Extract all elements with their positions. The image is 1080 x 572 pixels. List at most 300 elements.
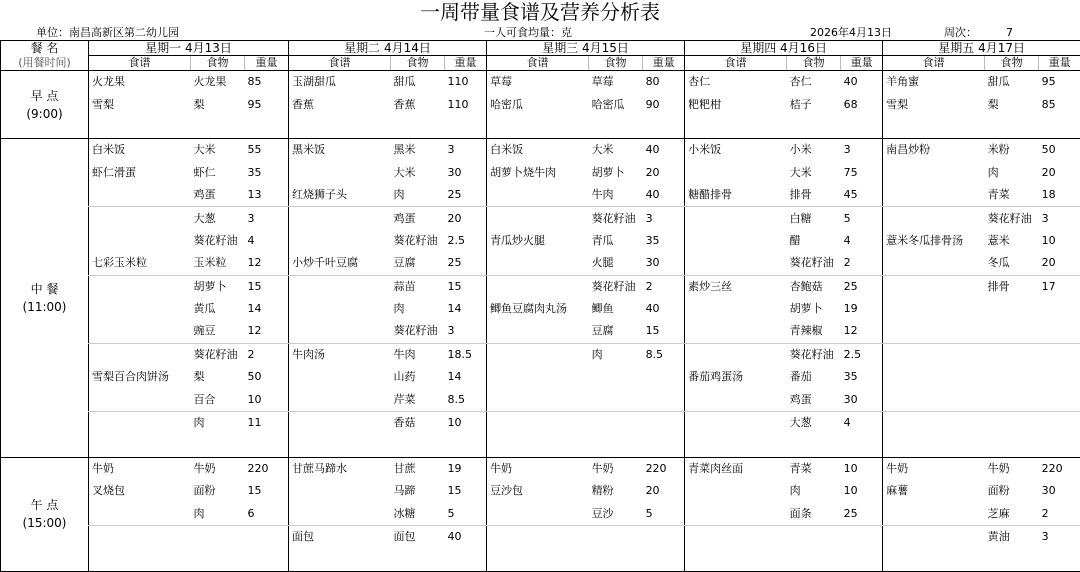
food-item: 葵花籽油	[589, 275, 643, 298]
food-item: 梨	[985, 93, 1039, 115]
food-weight: 110	[445, 93, 487, 115]
menu-dish	[685, 162, 787, 184]
table-row	[1, 162, 1080, 184]
food-weight: 45	[841, 184, 883, 207]
day-header: 星期三 4月15日	[487, 41, 685, 56]
food-item: 大葱	[191, 207, 245, 230]
food-item: 青瓜	[589, 230, 643, 252]
menu-dish	[289, 411, 391, 434]
food-weight: 220	[1039, 457, 1080, 480]
food-weight	[1039, 411, 1080, 434]
food-item: 肉	[191, 502, 245, 525]
food-item	[191, 525, 245, 548]
food-item: 肉	[787, 480, 841, 502]
column-header-menu: 食谱	[487, 56, 589, 71]
menu-dish	[289, 502, 391, 525]
food-item: 火腿	[589, 252, 643, 275]
meal-time: (11:00)	[1, 298, 88, 316]
menu-dish	[89, 184, 191, 207]
menu-dish	[89, 298, 191, 320]
menu-dish	[685, 480, 787, 502]
menu-dish	[289, 434, 391, 457]
page-title: 一周带量食谱及营养分析表	[0, 0, 1080, 24]
menu-dish	[89, 275, 191, 298]
food-weight: 40	[841, 71, 883, 94]
food-item	[391, 548, 445, 571]
menu-dish	[685, 411, 787, 434]
food-item	[589, 525, 643, 548]
menu-dish	[89, 230, 191, 252]
food-item	[787, 548, 841, 571]
food-item: 虾仁	[191, 162, 245, 184]
table-row	[1, 366, 1080, 388]
food-weight: 10	[1039, 230, 1080, 252]
table-row	[1, 116, 1080, 139]
food-weight: 6	[245, 502, 289, 525]
food-weight: 19	[841, 298, 883, 320]
food-item: 牛奶	[191, 457, 245, 480]
food-weight: 25	[841, 502, 883, 525]
food-item	[985, 320, 1039, 343]
menu-dish	[883, 116, 985, 139]
menu-dish: 南昌炒粉	[883, 139, 985, 162]
food-item: 葵花籽油	[191, 343, 245, 366]
menu-dish: 七彩玉米粒	[89, 252, 191, 275]
meal-cell	[1, 71, 89, 139]
column-header-menu: 食谱	[289, 56, 391, 71]
food-item: 青辣椒	[787, 320, 841, 343]
food-item: 米粉	[985, 139, 1039, 162]
food-weight	[643, 548, 685, 571]
food-item: 冰糖	[391, 502, 445, 525]
food-weight: 12	[841, 320, 883, 343]
menu-dish	[289, 116, 391, 139]
menu-dish: 哈密瓜	[487, 93, 589, 115]
menu-dish	[487, 275, 589, 298]
food-item	[589, 116, 643, 139]
food-item	[985, 343, 1039, 366]
menu-dish	[487, 411, 589, 434]
table-row	[1, 457, 1080, 480]
menu-dish	[487, 343, 589, 366]
food-weight: 3	[445, 139, 487, 162]
menu-dish	[89, 343, 191, 366]
food-weight	[1039, 434, 1080, 457]
food-weight: 35	[245, 162, 289, 184]
food-item: 小米	[787, 139, 841, 162]
menu-dish	[883, 184, 985, 207]
food-item: 牛肉	[589, 184, 643, 207]
food-weight: 95	[1039, 71, 1080, 94]
menu-dish: 麻薯	[883, 480, 985, 502]
table-row	[1, 184, 1080, 207]
food-weight	[643, 525, 685, 548]
food-item: 牛肉	[391, 343, 445, 366]
menu-dish	[289, 480, 391, 502]
food-item: 胡萝卜	[787, 298, 841, 320]
food-item: 豌豆	[191, 320, 245, 343]
food-weight: 35	[841, 366, 883, 388]
column-header-weight: 重量	[643, 56, 685, 71]
food-item: 肉	[985, 162, 1039, 184]
food-weight: 10	[445, 411, 487, 434]
food-item: 玉米粒	[191, 252, 245, 275]
table-row	[1, 388, 1080, 411]
menu-table	[0, 40, 1080, 572]
menu-dish	[685, 298, 787, 320]
menu-dish	[487, 388, 589, 411]
food-item	[191, 116, 245, 139]
food-weight: 17	[1039, 275, 1080, 298]
food-weight: 2	[643, 275, 685, 298]
food-weight: 14	[445, 366, 487, 388]
food-item: 黑米	[391, 139, 445, 162]
food-weight	[245, 434, 289, 457]
menu-dish: 豆沙包	[487, 480, 589, 502]
food-weight: 8.5	[643, 343, 685, 366]
column-header-menu: 食谱	[89, 56, 191, 71]
food-weight: 75	[841, 162, 883, 184]
food-weight: 15	[245, 480, 289, 502]
menu-dish	[89, 388, 191, 411]
food-item: 黄油	[985, 525, 1039, 548]
food-weight: 50	[1039, 139, 1080, 162]
food-weight: 110	[445, 71, 487, 94]
food-weight: 5	[445, 502, 487, 525]
food-item: 牛奶	[985, 457, 1039, 480]
menu-dish: 青菜肉丝面	[685, 457, 787, 480]
table-row	[1, 93, 1080, 115]
menu-dish	[883, 298, 985, 320]
menu-dish	[883, 275, 985, 298]
menu-dish: 薏米冬瓜排骨汤	[883, 230, 985, 252]
menu-dish	[89, 434, 191, 457]
menu-dish	[487, 366, 589, 388]
menu-dish: 胡萝卜烧牛肉	[487, 162, 589, 184]
table-row	[1, 343, 1080, 366]
food-item	[589, 366, 643, 388]
food-weight	[643, 434, 685, 457]
unit-label: 单位：南昌高新区第二幼儿园	[36, 26, 179, 40]
food-weight	[245, 548, 289, 571]
food-item: 排骨	[787, 184, 841, 207]
menu-dish: 素炒三丝	[685, 275, 787, 298]
food-item	[191, 434, 245, 457]
menu-dish: 小米饭	[685, 139, 787, 162]
food-item: 蒜苗	[391, 275, 445, 298]
menu-dish: 草莓	[487, 71, 589, 94]
meal-cell	[1, 139, 89, 457]
food-weight: 55	[245, 139, 289, 162]
menu-dish	[685, 434, 787, 457]
food-item: 胡萝卜	[589, 162, 643, 184]
food-item: 精粉	[589, 480, 643, 502]
menu-dish	[883, 207, 985, 230]
food-item: 肉	[391, 298, 445, 320]
meal-header: 餐 名	[1, 41, 89, 56]
food-weight	[445, 548, 487, 571]
column-header-food: 食物	[787, 56, 841, 71]
column-header-weight: 重量	[1039, 56, 1080, 71]
menu-dish	[883, 525, 985, 548]
food-item	[985, 388, 1039, 411]
menu-dish	[487, 252, 589, 275]
food-weight: 11	[245, 411, 289, 434]
food-weight: 3	[245, 207, 289, 230]
food-weight	[445, 434, 487, 457]
menu-dish: 红烧狮子头	[289, 184, 391, 207]
table-row	[1, 502, 1080, 525]
food-weight: 5	[643, 502, 685, 525]
food-item: 香菇	[391, 411, 445, 434]
menu-dish: 玉湖甜瓜	[289, 71, 391, 94]
food-item: 杏鲍菇	[787, 275, 841, 298]
menu-dish: 雪梨	[89, 93, 191, 115]
menu-dish	[685, 343, 787, 366]
food-weight	[643, 116, 685, 139]
menu-dish	[883, 502, 985, 525]
day-header: 星期五 4月17日	[883, 41, 1080, 56]
day-header: 星期二 4月14日	[289, 41, 487, 56]
food-item: 鸡蛋	[787, 388, 841, 411]
food-item	[985, 434, 1039, 457]
menu-dish	[289, 320, 391, 343]
menu-dish	[883, 320, 985, 343]
menu-dish	[883, 388, 985, 411]
menu-dish	[289, 275, 391, 298]
food-weight: 25	[445, 252, 487, 275]
food-weight: 220	[245, 457, 289, 480]
food-item: 豆腐	[391, 252, 445, 275]
food-item: 马蹄	[391, 480, 445, 502]
food-weight: 4	[245, 230, 289, 252]
menu-dish: 小炒千叶豆腐	[289, 252, 391, 275]
menu-dish: 杏仁	[685, 71, 787, 94]
food-weight: 30	[841, 388, 883, 411]
food-item: 肉	[391, 184, 445, 207]
food-item	[787, 434, 841, 457]
food-weight: 3	[445, 320, 487, 343]
table-row	[1, 434, 1080, 457]
food-weight: 18.5	[445, 343, 487, 366]
column-header-weight: 重量	[445, 56, 487, 71]
menu-dish	[685, 525, 787, 548]
menu-dish	[289, 230, 391, 252]
food-weight: 2.5	[445, 230, 487, 252]
column-header-food: 食物	[589, 56, 643, 71]
food-item: 大米	[787, 162, 841, 184]
food-item	[985, 366, 1039, 388]
food-weight: 2	[245, 343, 289, 366]
food-item	[985, 116, 1039, 139]
food-item: 面包	[391, 525, 445, 548]
food-weight: 14	[445, 298, 487, 320]
food-weight: 20	[643, 480, 685, 502]
menu-dish	[685, 230, 787, 252]
menu-dish: 虾仁滑蛋	[89, 162, 191, 184]
menu-dish	[89, 320, 191, 343]
food-item: 大葱	[787, 411, 841, 434]
menu-dish	[883, 548, 985, 571]
menu-dish: 面包	[289, 525, 391, 548]
food-weight: 68	[841, 93, 883, 115]
food-weight: 80	[643, 71, 685, 94]
menu-dish: 黑米饭	[289, 139, 391, 162]
food-weight: 15	[245, 275, 289, 298]
food-item: 甜瓜	[391, 71, 445, 94]
menu-dish	[487, 207, 589, 230]
food-item: 香蕉	[391, 93, 445, 115]
food-item: 杏仁	[787, 71, 841, 94]
table-row	[1, 275, 1080, 298]
food-item: 葵花籽油	[191, 230, 245, 252]
food-item: 葵花籽油	[391, 320, 445, 343]
menu-dish: 叉烧包	[89, 480, 191, 502]
menu-dish	[685, 207, 787, 230]
portion-note: 一人可食均量：克	[484, 26, 572, 40]
food-weight	[841, 548, 883, 571]
food-item: 薏米	[985, 230, 1039, 252]
menu-dish	[487, 320, 589, 343]
table-row	[1, 207, 1080, 230]
food-weight: 10	[841, 457, 883, 480]
food-weight: 95	[245, 93, 289, 115]
food-weight: 3	[1039, 207, 1080, 230]
food-item: 胡萝卜	[191, 275, 245, 298]
day-header: 星期一 4月13日	[89, 41, 289, 56]
food-weight: 4	[841, 411, 883, 434]
food-item: 百合	[191, 388, 245, 411]
date-label: 2026年4月13日	[810, 26, 892, 40]
food-weight: 14	[245, 298, 289, 320]
food-weight	[841, 116, 883, 139]
food-weight: 85	[1039, 93, 1080, 115]
food-weight: 15	[445, 480, 487, 502]
menu-dish: 香蕉	[289, 93, 391, 115]
menu-dish	[89, 411, 191, 434]
menu-dish	[685, 548, 787, 571]
food-weight: 20	[643, 162, 685, 184]
food-item: 鸡蛋	[391, 207, 445, 230]
food-item: 白糖	[787, 207, 841, 230]
food-item: 醋	[787, 230, 841, 252]
food-weight: 30	[1039, 480, 1080, 502]
food-item	[589, 434, 643, 457]
food-weight: 85	[245, 71, 289, 94]
food-weight	[841, 525, 883, 548]
menu-dish	[487, 184, 589, 207]
food-item: 黄瓜	[191, 298, 245, 320]
food-weight	[1039, 320, 1080, 343]
food-item	[787, 116, 841, 139]
food-weight: 20	[1039, 162, 1080, 184]
menu-dish	[883, 411, 985, 434]
menu-dish: 雪梨百合肉饼汤	[89, 366, 191, 388]
menu-dish: 牛奶	[883, 457, 985, 480]
food-item: 豆沙	[589, 502, 643, 525]
column-header-food: 食物	[391, 56, 445, 71]
food-item: 面条	[787, 502, 841, 525]
food-weight: 40	[643, 298, 685, 320]
menu-dish: 羊角蜜	[883, 71, 985, 94]
food-item: 青菜	[787, 457, 841, 480]
menu-dish	[89, 548, 191, 571]
food-weight: 90	[643, 93, 685, 115]
food-item: 牛奶	[589, 457, 643, 480]
column-header-menu: 食谱	[685, 56, 787, 71]
food-weight	[1039, 366, 1080, 388]
food-weight: 5	[841, 207, 883, 230]
menu-dish: 雪梨	[883, 93, 985, 115]
food-weight: 30	[643, 252, 685, 275]
food-weight: 8.5	[445, 388, 487, 411]
meal-cell	[1, 457, 89, 571]
menu-dish	[89, 525, 191, 548]
menu-dish	[685, 252, 787, 275]
week-number: 7	[1006, 26, 1013, 40]
food-weight: 40	[643, 139, 685, 162]
food-weight: 20	[445, 207, 487, 230]
food-weight: 220	[643, 457, 685, 480]
food-item: 鲫鱼	[589, 298, 643, 320]
food-item: 面粉	[191, 480, 245, 502]
food-item: 梨	[191, 366, 245, 388]
menu-dish	[487, 116, 589, 139]
menu-dish	[883, 434, 985, 457]
menu-dish: 火龙果	[89, 71, 191, 94]
food-weight: 12	[245, 252, 289, 275]
week-label: 周次：	[944, 26, 977, 40]
food-weight: 15	[643, 320, 685, 343]
food-item: 梨	[191, 93, 245, 115]
meal-name: 中 餐	[1, 280, 88, 298]
food-item: 草莓	[589, 71, 643, 94]
menu-dish	[883, 343, 985, 366]
column-header-food: 食物	[191, 56, 245, 71]
food-weight	[245, 116, 289, 139]
food-weight	[643, 366, 685, 388]
food-item	[985, 548, 1039, 571]
food-item: 面粉	[985, 480, 1039, 502]
menu-dish	[289, 298, 391, 320]
column-header-weight: 重量	[841, 56, 883, 71]
food-item: 冬瓜	[985, 252, 1039, 275]
food-weight	[643, 388, 685, 411]
food-weight: 25	[445, 184, 487, 207]
food-weight: 15	[445, 275, 487, 298]
food-weight: 50	[245, 366, 289, 388]
food-weight: 2.5	[841, 343, 883, 366]
food-weight	[445, 116, 487, 139]
menu-dish	[685, 502, 787, 525]
meal-name: 早 点	[1, 87, 88, 105]
food-weight	[1039, 388, 1080, 411]
food-weight: 20	[1039, 252, 1080, 275]
food-weight	[1039, 298, 1080, 320]
menu-dish: 番茄鸡蛋汤	[685, 366, 787, 388]
food-weight	[245, 525, 289, 548]
table-row	[1, 480, 1080, 502]
meal-time: (9:00)	[1, 105, 88, 123]
food-item: 葵花籽油	[787, 252, 841, 275]
menu-dish: 粑粑柑	[685, 93, 787, 115]
food-weight: 18	[1039, 184, 1080, 207]
food-item: 甘蔗	[391, 457, 445, 480]
food-item: 火龙果	[191, 71, 245, 94]
food-weight	[1039, 343, 1080, 366]
food-item: 葵花籽油	[589, 207, 643, 230]
food-weight: 4	[841, 230, 883, 252]
